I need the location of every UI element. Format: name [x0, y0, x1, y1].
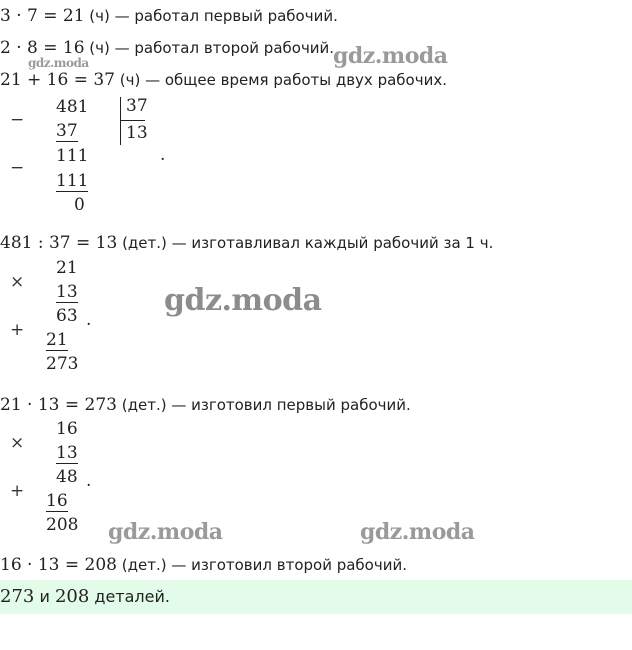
minus-sign: − — [10, 158, 25, 178]
explanation: (дет.) — изготовил первый рабочий. — [116, 396, 411, 414]
partial-product-2: 21 — [46, 330, 68, 350]
expression: 2 · 8 = 16 — [0, 38, 85, 58]
expression: 16 · 13 = 208 — [0, 555, 117, 575]
explanation: (дет.) — изготовил второй рабочий. — [116, 556, 407, 574]
explanation: (ч) — работал первый рабочий. — [84, 7, 338, 25]
answer-number-2: 208 — [54, 586, 90, 607]
divisor-line — [121, 120, 145, 121]
partial-product-2: 16 — [46, 491, 68, 511]
watermark: gdz.moda — [333, 43, 448, 69]
dot: . — [160, 145, 166, 165]
division-bar — [120, 97, 121, 145]
factor-a: 16 — [56, 419, 78, 439]
divisor: 37 — [126, 96, 148, 116]
factor-b: 13 — [56, 282, 78, 302]
expression: 21 + 16 = 37 — [0, 70, 115, 90]
times-sign: × — [10, 433, 25, 453]
dot: . — [86, 310, 92, 330]
subtrahend-2: 111 — [56, 171, 89, 191]
factor-b: 13 — [56, 443, 78, 463]
factor-a: 21 — [56, 258, 78, 278]
dot: . — [86, 471, 92, 491]
plus-sign: + — [10, 320, 25, 340]
solution-line-4 — [0, 233, 493, 253]
answer-number-1: 273 — [0, 586, 35, 607]
explanation: (ч) — общее время работы двух рабочих. — [115, 71, 447, 89]
partial-product-1: 48 — [56, 467, 78, 487]
explanation: (дет.) — изготавливал каждый рабочий за 1 ч. — [117, 234, 494, 252]
solution-line-3 — [0, 70, 447, 90]
watermark: gdz.moda — [28, 56, 89, 70]
watermark: gdz.moda — [108, 519, 223, 545]
partial-product-1: 63 — [56, 306, 78, 326]
solution-line-1 — [0, 6, 338, 26]
expression: 3 · 7 = 21 — [0, 6, 85, 26]
remainder-1: 111 — [56, 146, 89, 166]
product: 273 — [46, 354, 79, 374]
explanation: (ч) — работал второй рабочий. — [84, 39, 335, 57]
product: 208 — [46, 515, 79, 535]
solution-line-5 — [0, 395, 411, 415]
answer-box — [0, 580, 632, 614]
dividend: 481 — [56, 97, 89, 117]
expression: 21 · 13 = 273 — [0, 395, 117, 415]
quotient: 13 — [126, 123, 148, 143]
solution-line-2 — [0, 38, 334, 58]
answer-conjunction: и — [34, 587, 55, 606]
times-sign: × — [10, 272, 25, 292]
minus-sign: − — [10, 110, 25, 130]
solution-line-6 — [0, 555, 407, 575]
watermark: gdz.moda — [164, 283, 322, 318]
subtrahend-1: 37 — [56, 121, 78, 141]
plus-sign: + — [10, 481, 25, 501]
answer-line — [0, 587, 170, 607]
remainder-final: 0 — [74, 195, 85, 215]
answer-text: деталей. — [89, 587, 170, 606]
watermark: gdz.moda — [360, 519, 475, 545]
expression: 481 : 37 = 13 — [0, 233, 118, 253]
